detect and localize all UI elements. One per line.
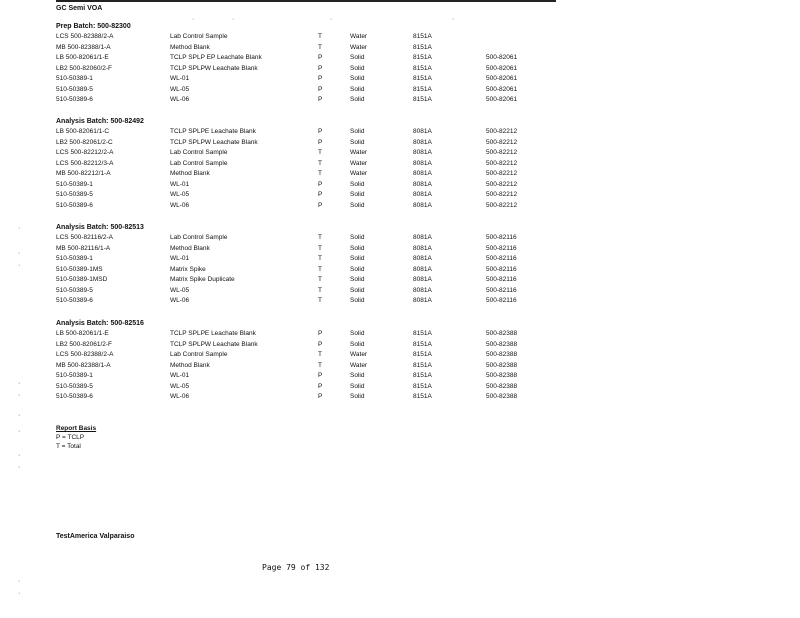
table-row xyxy=(56,169,756,180)
lab-sample-id: LCS 500-82388/2-A xyxy=(56,33,114,40)
matrix: Solid xyxy=(350,138,365,146)
prep-batch: 500-82116 xyxy=(486,276,517,283)
prep-batch: 500-82061 xyxy=(486,54,518,61)
client-sample-id: WL-06 xyxy=(170,393,190,400)
client-sample-id: Method Blank xyxy=(170,43,210,51)
lab-sample-id: 510-50389-1 xyxy=(56,180,93,188)
client-sample-id: WL-05 xyxy=(170,382,190,390)
matrix: Solid xyxy=(350,96,365,103)
table-row xyxy=(56,286,756,297)
matrix: Water xyxy=(350,351,368,358)
batch-section xyxy=(56,117,756,211)
table-row xyxy=(56,85,756,96)
client-sample-id: WL-01 xyxy=(170,255,190,262)
prep-type: P xyxy=(318,340,323,348)
matrix: Solid xyxy=(350,180,365,188)
client-sample-id: Lab Control Sample xyxy=(170,33,228,40)
matrix: Water xyxy=(350,170,368,177)
prep-batch: 500-82388 xyxy=(486,351,518,358)
method: 8151A xyxy=(413,96,432,103)
notes-heading: Report Basis xyxy=(56,425,97,432)
batch-title: Prep Batch: 500-82300 xyxy=(56,23,131,30)
margin-mark: · xyxy=(18,464,21,471)
table-row xyxy=(56,148,756,159)
prep-type: P xyxy=(318,75,323,82)
matrix: Water xyxy=(350,43,368,51)
method: 8151A xyxy=(413,351,432,358)
prep-batch: 500-82116 xyxy=(486,265,517,273)
page-title: GC Semi VOA xyxy=(56,5,103,12)
table-row xyxy=(56,74,756,85)
table-row xyxy=(56,127,756,138)
table-row xyxy=(56,382,756,393)
method: 8081A xyxy=(413,234,432,241)
prep-type: T xyxy=(318,149,322,156)
margin-mark: · xyxy=(18,578,21,585)
prep-batch: 500-82212 xyxy=(486,159,518,167)
client-sample-id: WL-05 xyxy=(170,191,190,198)
page-number: Page 79 of 132 xyxy=(262,563,330,572)
table-row xyxy=(56,201,756,212)
lab-sample-id: 510-50389-5 xyxy=(56,382,93,390)
notes-line: T = Total xyxy=(56,443,81,450)
lab-sample-id: 510-50389-6 xyxy=(56,297,93,304)
prep-batch: 500-82212 xyxy=(486,149,518,156)
prep-batch: 500-82212 xyxy=(486,180,518,188)
lab-sample-id: 510-50389-5 xyxy=(56,85,93,93)
client-sample-id: TCLP SPLPW Leachate Blank xyxy=(170,138,258,146)
matrix: Solid xyxy=(350,372,365,379)
client-sample-id: TCLP SPLP EP Leachate Blank xyxy=(170,54,262,61)
method: 8151A xyxy=(413,75,432,82)
prep-type: T xyxy=(318,265,322,273)
matrix: Solid xyxy=(350,276,365,283)
prep-type: T xyxy=(318,234,322,241)
margin-mark: · xyxy=(18,380,21,387)
prep-type: P xyxy=(318,64,323,72)
prep-batch: 500-82388 xyxy=(486,330,518,337)
batch-section xyxy=(56,22,756,106)
lab-sample-id: LB 500-82061/1-E xyxy=(56,330,109,337)
table-row xyxy=(56,53,756,64)
method: 8151A xyxy=(413,64,432,72)
table-row xyxy=(56,329,756,340)
method: 8081A xyxy=(413,159,432,167)
prep-batch: 500-82212 xyxy=(486,191,518,198)
prep-type: P xyxy=(318,393,323,400)
method: 8151A xyxy=(413,393,432,400)
table-row xyxy=(56,371,756,382)
client-sample-id: Lab Control Sample xyxy=(170,234,228,241)
method: 8081A xyxy=(413,191,432,198)
lab-sample-id: 510-50389-6 xyxy=(56,393,93,400)
matrix: Solid xyxy=(350,265,365,273)
prep-type: P xyxy=(318,138,323,146)
prep-type: P xyxy=(318,54,323,61)
prep-batch: 500-82061 xyxy=(486,75,518,82)
lab-sample-id: 510-50389-6 xyxy=(56,201,93,209)
prep-batch: 500-82212 xyxy=(486,128,518,135)
matrix: Solid xyxy=(350,128,365,135)
matrix: Solid xyxy=(350,201,365,209)
matrix: Solid xyxy=(350,297,365,304)
prep-type: P xyxy=(318,96,323,103)
table-row xyxy=(56,350,756,361)
lab-sample-id: MB 500-82116/1-A xyxy=(56,244,111,252)
matrix: Solid xyxy=(350,64,365,72)
client-sample-id: WL-06 xyxy=(170,201,190,209)
method: 8151A xyxy=(413,43,432,51)
method: 8081A xyxy=(413,265,432,273)
lab-sample-id: MB 500-82388/1-A xyxy=(56,361,111,369)
table-row xyxy=(56,190,756,201)
margin-mark: · xyxy=(18,590,21,597)
matrix: Solid xyxy=(350,244,365,252)
method: 8081A xyxy=(413,149,432,156)
table-row xyxy=(56,244,756,255)
client-sample-id: Lab Control Sample xyxy=(170,149,228,156)
prep-type: P xyxy=(318,191,323,198)
lab-sample-id: MB 500-82212/1-A xyxy=(56,170,111,177)
method: 8151A xyxy=(413,54,432,61)
lab-sample-id: 510-50389-5 xyxy=(56,191,93,198)
client-sample-id: Lab Control Sample xyxy=(170,159,228,167)
prep-batch: 500-82388 xyxy=(486,372,518,379)
method: 8151A xyxy=(413,330,432,337)
matrix: Solid xyxy=(350,85,365,93)
prep-batch: 500-82116 xyxy=(486,255,517,262)
prep-type: P xyxy=(318,330,323,337)
prep-batch: 500-82116 xyxy=(486,234,517,241)
client-sample-id: TCLP SPLPW Leachate Blank xyxy=(170,64,258,72)
method: 8081A xyxy=(413,286,432,294)
method: 8081A xyxy=(413,138,432,146)
prep-batch: 500-82116 xyxy=(486,244,517,252)
matrix: Solid xyxy=(350,234,365,241)
prep-batch: 500-82212 xyxy=(486,201,518,209)
lab-sample-id: LB2 500-82061/2-C xyxy=(56,138,113,146)
table-row xyxy=(56,392,756,403)
method: 8081A xyxy=(413,128,432,135)
method: 8151A xyxy=(413,340,432,348)
table-row xyxy=(56,265,756,276)
method: 8151A xyxy=(413,33,432,40)
method: 8151A xyxy=(413,361,432,369)
lab-sample-id: 510-50389-1 xyxy=(56,255,93,262)
prep-type: P xyxy=(318,128,323,135)
client-sample-id: Matrix Spike xyxy=(170,265,206,273)
lab-sample-id: LCS 500-82212/2-A xyxy=(56,149,114,156)
prep-batch: 500-82388 xyxy=(486,361,518,369)
tick-mark: · xyxy=(452,16,455,23)
lab-name: TestAmerica Valparaiso xyxy=(56,533,135,540)
method: 8081A xyxy=(413,170,432,177)
table-row xyxy=(56,254,756,265)
margin-mark: · xyxy=(18,250,21,257)
matrix: Solid xyxy=(350,255,365,262)
client-sample-id: Method Blank xyxy=(170,244,210,252)
matrix: Solid xyxy=(350,191,365,198)
client-sample-id: WL-06 xyxy=(170,96,190,103)
lab-sample-id: LB 500-82061/1-E xyxy=(56,54,109,61)
prep-batch: 500-82061 xyxy=(486,64,518,72)
method: 8151A xyxy=(413,372,432,379)
method: 8081A xyxy=(413,180,432,188)
prep-type: T xyxy=(318,255,322,262)
method: 8081A xyxy=(413,201,432,209)
prep-batch: 500-82116 xyxy=(486,297,517,304)
batch-title: Analysis Batch: 500-82513 xyxy=(56,224,144,231)
lab-sample-id: LCS 500-82388/2-A xyxy=(56,351,114,358)
batch-section xyxy=(56,223,756,307)
report-basis-notes xyxy=(56,424,96,451)
table-row xyxy=(56,296,756,307)
table-row xyxy=(56,275,756,286)
prep-type: T xyxy=(318,170,322,177)
margin-mark: · xyxy=(18,428,21,435)
method: 8151A xyxy=(413,85,432,93)
table-row xyxy=(56,340,756,351)
top-rule xyxy=(56,0,556,2)
prep-batch: 500-82388 xyxy=(486,340,518,348)
prep-type: P xyxy=(318,382,323,390)
method: 8081A xyxy=(413,255,432,262)
matrix: Water xyxy=(350,33,368,40)
prep-batch: 500-82388 xyxy=(486,382,518,390)
tick-mark: · xyxy=(330,16,333,23)
lab-sample-id: 510-50389-1MSD xyxy=(56,276,108,283)
matrix: Water xyxy=(350,149,368,156)
prep-type: T xyxy=(318,361,322,369)
matrix: Water xyxy=(350,159,368,167)
prep-type: T xyxy=(318,33,322,40)
client-sample-id: WL-01 xyxy=(170,180,190,188)
method: 8081A xyxy=(413,276,432,283)
client-sample-id: Lab Control Sample xyxy=(170,351,228,358)
prep-batch: 500-82388 xyxy=(486,393,518,400)
matrix: Solid xyxy=(350,330,365,337)
lab-sample-id: 510-50389-1 xyxy=(56,372,93,379)
matrix: Solid xyxy=(350,54,365,61)
prep-type: T xyxy=(318,297,322,304)
matrix: Solid xyxy=(350,382,365,390)
lab-sample-id: 510-50389-6 xyxy=(56,96,93,103)
prep-type: T xyxy=(318,244,322,252)
prep-batch: 500-82061 xyxy=(486,85,518,93)
lab-sample-id: LCS 500-82212/3-A xyxy=(56,159,114,167)
client-sample-id: WL-05 xyxy=(170,85,190,93)
lab-sample-id: LB2 500-82060/2-F xyxy=(56,64,113,72)
batch-title: Analysis Batch: 500-82516 xyxy=(56,320,144,327)
lab-sample-id: 510-50389-1 xyxy=(56,75,93,82)
method: 8151A xyxy=(413,382,432,390)
table-row xyxy=(56,180,756,191)
margin-mark: · xyxy=(18,412,21,419)
lab-sample-id: LB 500-82061/1-C xyxy=(56,128,110,135)
prep-type: P xyxy=(318,85,323,93)
method: 8081A xyxy=(413,244,432,252)
table-row xyxy=(56,138,756,149)
batch-title: Analysis Batch: 500-82492 xyxy=(56,118,144,125)
client-sample-id: TCLP SPLPW Leachate Blank xyxy=(170,340,258,348)
client-sample-id: Method Blank xyxy=(170,361,210,369)
margin-mark: · xyxy=(18,452,21,459)
margin-mark: · xyxy=(18,225,21,232)
client-sample-id: TCLP SPLPE Leachate Blank xyxy=(170,330,256,337)
lab-sample-id: LCS 500-82116/2-A xyxy=(56,234,113,241)
client-sample-id: TCLP SPLPE Leachate Blank xyxy=(170,128,256,135)
table-row xyxy=(56,32,756,43)
tick-mark: · xyxy=(192,16,195,23)
table-row xyxy=(56,159,756,170)
client-sample-id: WL-01 xyxy=(170,372,190,379)
matrix: Solid xyxy=(350,340,365,348)
batch-section xyxy=(56,319,756,403)
method: 8081A xyxy=(413,297,432,304)
prep-batch: 500-82116 xyxy=(486,286,517,294)
matrix: Water xyxy=(350,361,368,369)
table-row xyxy=(56,43,756,54)
prep-type: P xyxy=(318,372,323,379)
prep-type: P xyxy=(318,180,323,188)
prep-type: T xyxy=(318,276,322,283)
prep-type: T xyxy=(318,351,322,358)
prep-type: P xyxy=(318,201,323,209)
prep-type: T xyxy=(318,43,322,51)
client-sample-id: WL-01 xyxy=(170,75,190,82)
lab-sample-id: LB2 500-82061/2-F xyxy=(56,340,113,348)
prep-batch: 500-82212 xyxy=(486,170,518,177)
margin-mark: · xyxy=(18,262,21,269)
lab-sample-id: MB 500-82388/1-A xyxy=(56,43,111,51)
notes-line: P = TCLP xyxy=(56,434,85,441)
tick-mark: · xyxy=(232,16,235,23)
matrix: Solid xyxy=(350,75,365,82)
prep-batch: 500-82212 xyxy=(486,138,518,146)
lab-sample-id: 510-50389-1MS xyxy=(56,265,103,273)
client-sample-id: WL-06 xyxy=(170,297,190,304)
client-sample-id: Matrix Spike Duplicate xyxy=(170,276,235,283)
margin-mark: · xyxy=(18,392,21,399)
prep-type: T xyxy=(318,159,322,167)
prep-batch: 500-82061 xyxy=(486,96,518,103)
lab-sample-id: 510-50389-5 xyxy=(56,286,93,294)
table-row xyxy=(56,233,756,244)
client-sample-id: WL-05 xyxy=(170,286,190,294)
matrix: Solid xyxy=(350,286,365,294)
client-sample-id: Method Blank xyxy=(170,170,210,177)
table-row xyxy=(56,95,756,106)
matrix: Solid xyxy=(350,393,365,400)
prep-type: T xyxy=(318,286,322,294)
table-row xyxy=(56,64,756,75)
table-row xyxy=(56,361,756,372)
